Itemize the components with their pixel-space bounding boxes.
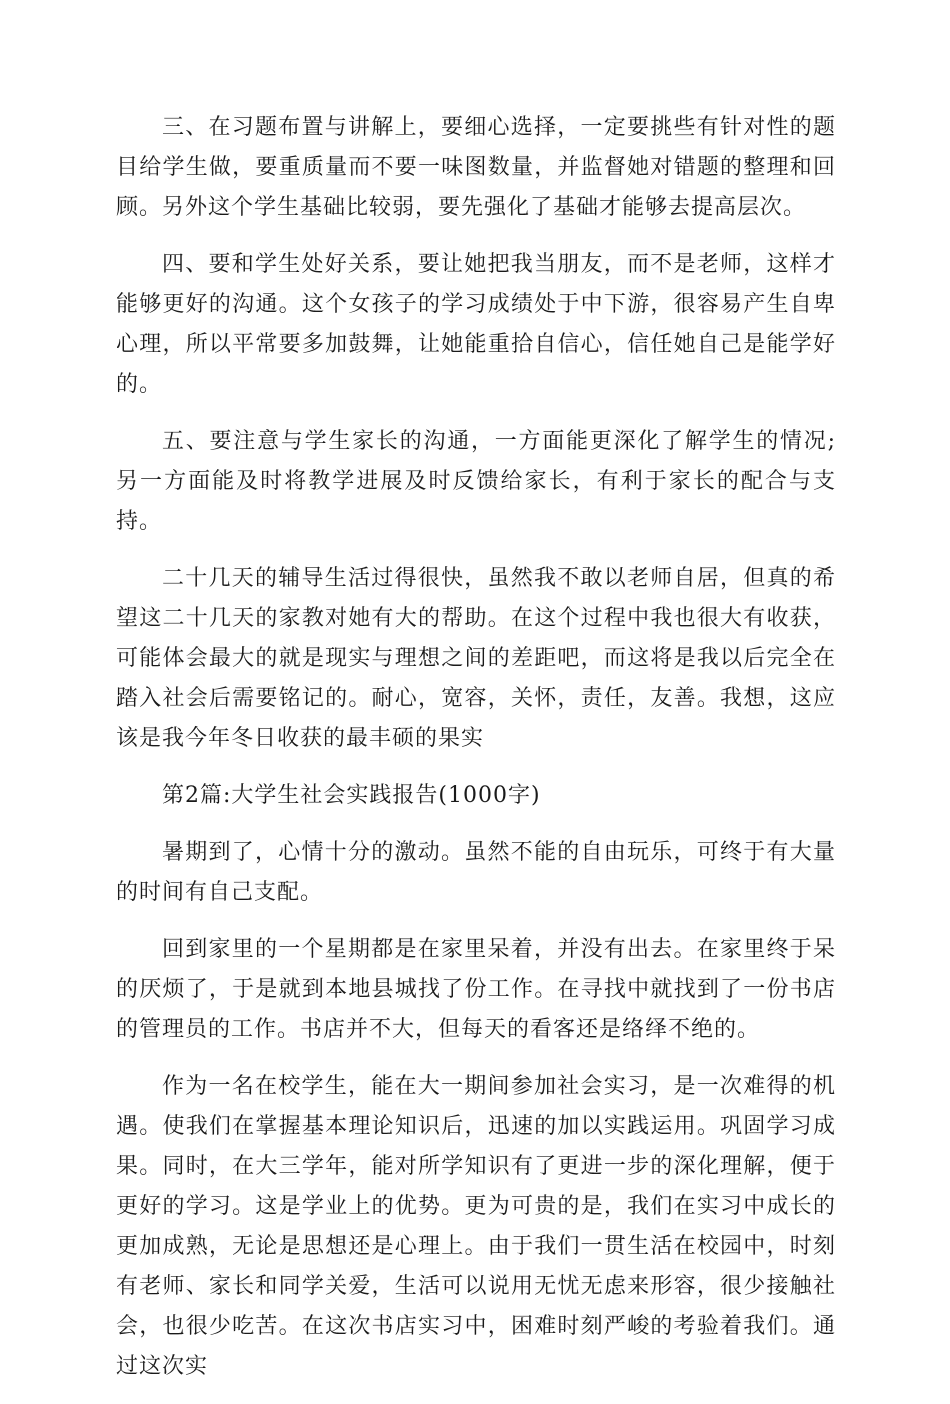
paragraph-bookstore: 回到家里的一个星期都是在家里呆着，并没有出去。在家里终于呆的厌烦了，于是就到本地县城找了份工作。在寻找中就找到了一份书店的管理员的工作。书店并不大，但每天的看客还是络绎不绝的。 xyxy=(116,937,836,1042)
paragraph-4: 四、要和学生处好关系，要让她把我当朋友，而不是老师，这样才能够更好的沟通。这个女孩子的学习成绩处于中下游，很容易产生自卑心理，所以平常要多加鼓舞，让她能重拾自信心，信任她自己是能学好的。 xyxy=(116,252,836,397)
paragraph-summer: 暑期到了，心情十分的激动。虽然不能的自由玩乐，可终于有大量的时间有自己支配。 xyxy=(116,840,836,905)
paragraph-internship: 作为一名在校学生，能在大一期间参加社会实习，是一次难得的机遇。使我们在掌握基本理论知识后，迅速的加以实践运用。巩固学习成果。同时，在大三学年，能对所学知识有了更进一步的深化理解，便于更好的学习。这是学业上的优势。更为可贵的是，我们在实习中成长的更加成熟，无论是思想还是心理上。由于我们一贯生活在校园中，时刻有老师、家长和同学关爱，生活可以说用无忧无虑来形容，很少接触社会，也很少吃苦。在这次书店实习中，困难时刻严峻的考验着我们。通过这次实 xyxy=(116,1074,836,1379)
paragraph-3: 三、在习题布置与讲解上，要细心选择，一定要挑些有针对性的题目给学生做，要重质量而不要一味图数量，并监督她对错题的整理和回顾。另外这个学生基础比较弱，要先强化了基础才能够去提高层次。 xyxy=(116,115,836,220)
paragraph-5: 五、要注意与学生家长的沟通，一方面能更深化了解学生的情况;另一方面能及时将教学进展及时反馈给家长，有利于家长的配合与支持。 xyxy=(116,429,836,534)
document-page xyxy=(116,108,836,1404)
paragraph-conclusion: 二十几天的辅导生活过得很快，虽然我不敢以老师自居，但真的希望这二十几天的家教对她有大的帮助。在这个过程中我也很大有收获，可能体会最大的就是现实与理想之间的差距吧，而这将是我以后完全在踏入社会后需要铭记的。耐心，宽容，关怀，责任，友善。我想，这应该是我今年冬日收获的最丰硕的果实 xyxy=(116,566,836,751)
section-heading: 第2篇:大学生社会实践报告(1000字) xyxy=(162,783,541,808)
